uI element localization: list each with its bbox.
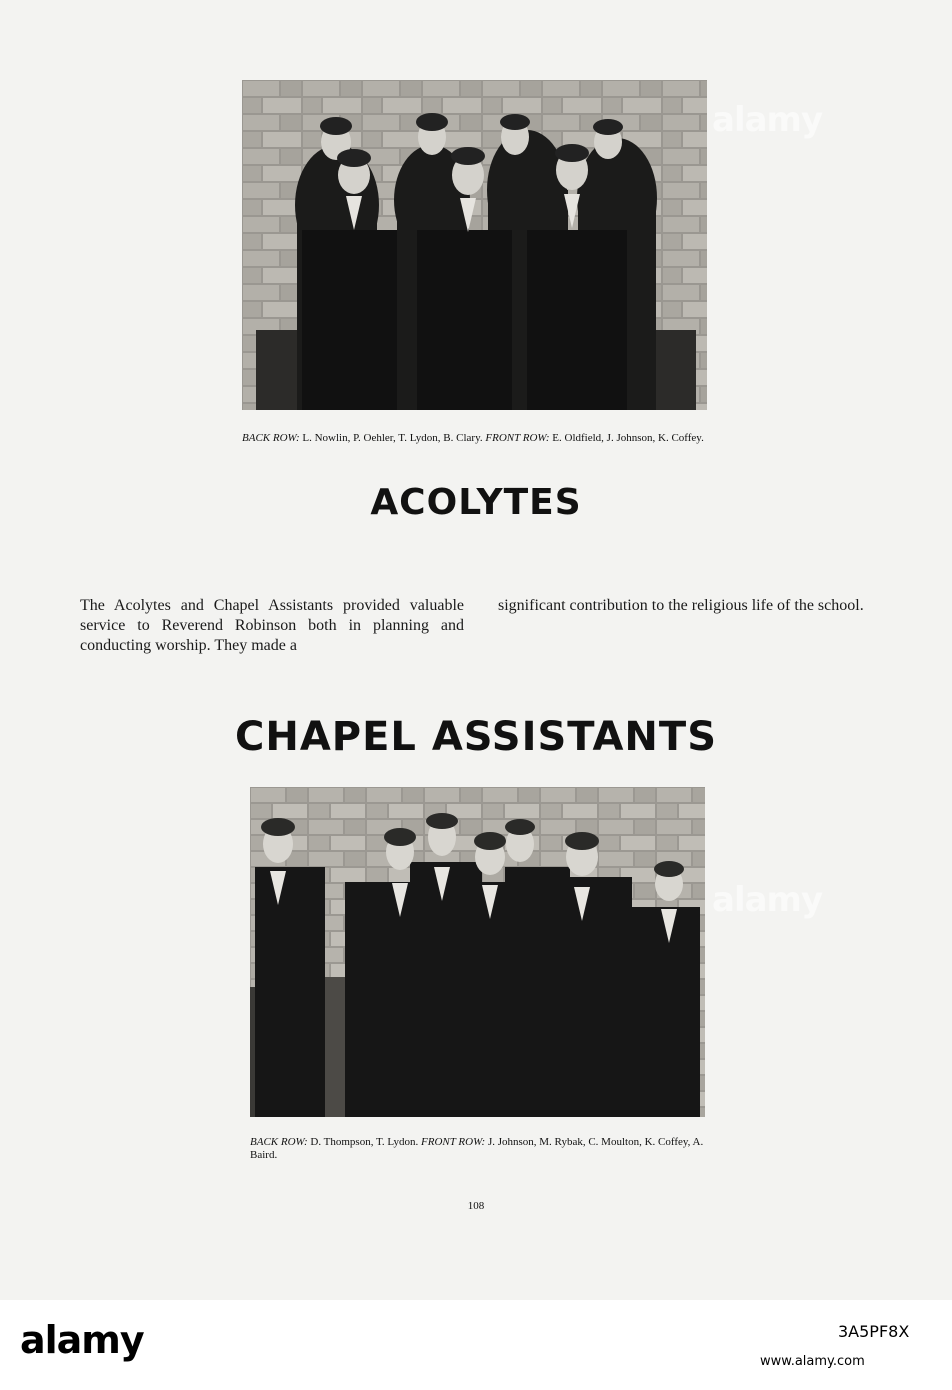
body-text-column-1: The Acolytes and Chapel Assistants provided valuable service to Reverend Robinson both in planning and conducting worship. They made a — [80, 597, 464, 654]
watermark-image-id: 3A5PF8X — [838, 1322, 910, 1341]
chapel-back-row-label: BACK ROW: — [250, 1136, 308, 1148]
watermark-url: www.alamy.com — [760, 1354, 865, 1369]
page-number: 108 — [467, 1200, 485, 1212]
acolytes-heading: ACOLYTES — [370, 482, 582, 523]
body-text-column-2: significant contribution to the religious life of the school. — [498, 597, 864, 614]
chapel-assistants-photo — [250, 787, 705, 1117]
chapel-assistants-heading: CHAPEL ASSISTANTS — [234, 714, 718, 760]
chapel-front-row-label: FRONT ROW: — [421, 1136, 486, 1148]
chapel-assistants-caption — [250, 1136, 720, 1162]
watermark-ghost-2: alamy — [712, 880, 823, 920]
acolytes-front-row-names: E. Oldfield, J. Johnson, K. Coffey. — [549, 432, 704, 444]
acolytes-caption — [242, 432, 712, 445]
acolytes-back-row-names: L. Nowlin, P. Oehler, T. Lydon, B. Clary. — [299, 432, 486, 444]
watermark-logo: alamy — [20, 1318, 144, 1362]
chapel-front-row-names: J. Johnson, M. Rybak, C. Moulton, K. Coffey, A. Baird. — [250, 1136, 704, 1161]
watermark-ghost-1: alamy — [712, 100, 823, 140]
acolytes-front-row-label: FRONT ROW: — [485, 432, 550, 444]
acolytes-photo — [242, 80, 707, 410]
acolytes-back-row-label: BACK ROW: — [242, 432, 300, 444]
chapel-back-row-names: D. Thompson, T. Lydon. — [307, 1136, 422, 1148]
